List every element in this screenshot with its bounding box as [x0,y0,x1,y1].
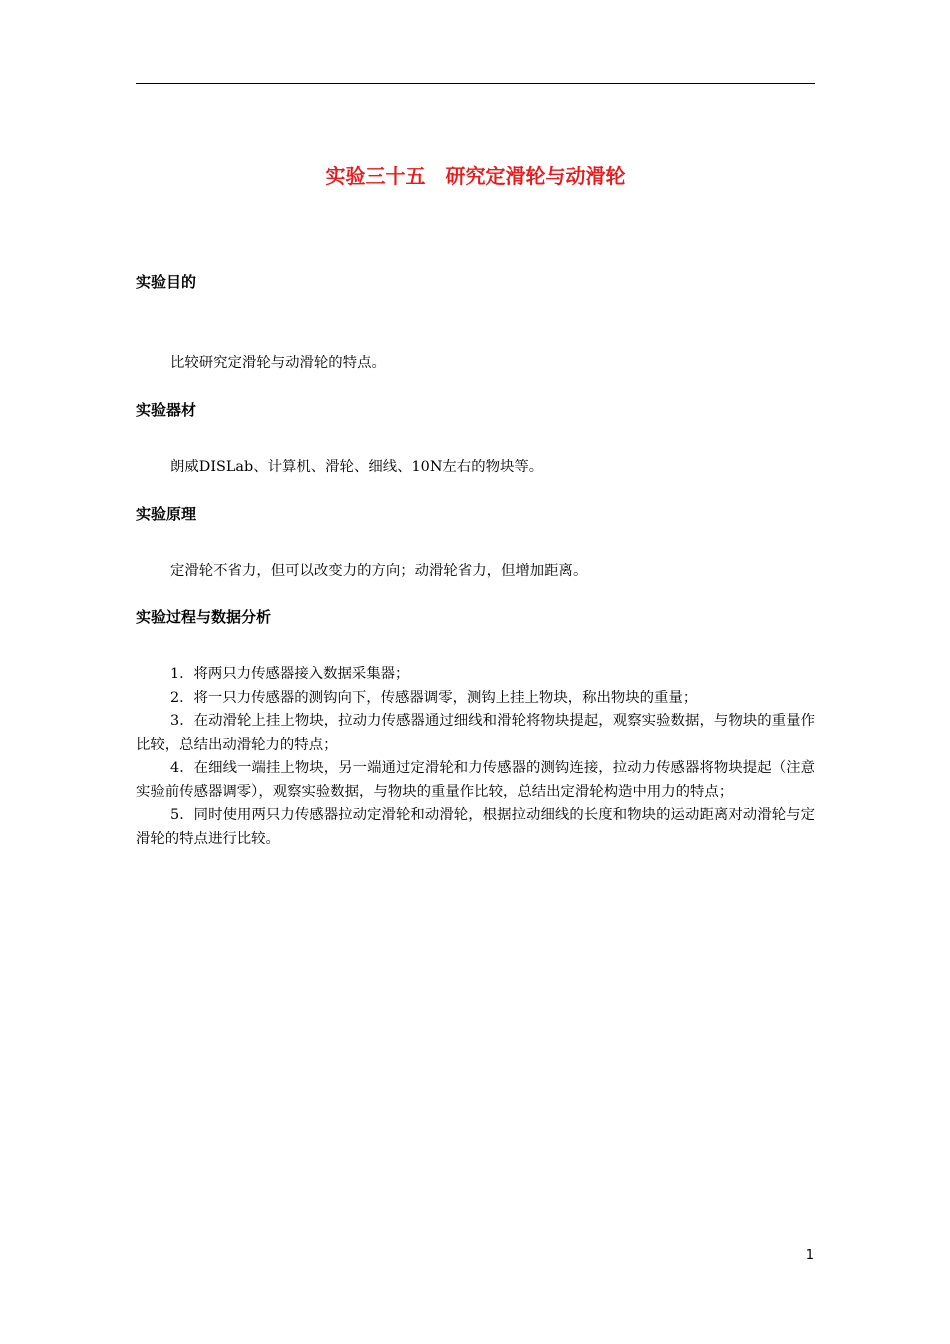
principle-text: 定滑轮不省力，但可以改变力的方向；动滑轮省力，但增加距离。 [170,563,588,579]
header-rule [136,83,815,84]
equipment-text: 朗威DISLab、计算机、滑轮、细线、10N左右的物块等。 [170,459,544,475]
procedure-step-5: 5．同时使用两只力传感器拉动定滑轮和动滑轮，根据拉动细线的长度和物块的运动距离对动滑轮与定滑轮的特点进行比较。 [136,807,815,847]
page-number: 1 [805,1248,814,1263]
heading-purpose: 实验目的 [136,273,197,291]
procedure-steps [136,663,815,851]
procedure-step-4: 4．在细线一端挂上物块，另一端通过定滑轮和力传感器的测钩连接，拉动力传感器将物块提起（注意实验前传感器调零），观察实验数据，与物块的重量作比较，总结出定滑轮构造中用力的特点； [136,760,815,800]
document-title: 实验三十五 研究定滑轮与动滑轮 [325,164,626,188]
procedure-step-1: 1．将两只力传感器接入数据采集器； [170,666,410,682]
heading-principle: 实验原理 [136,505,197,523]
heading-procedure: 实验过程与数据分析 [136,608,272,626]
heading-equipment: 实验器材 [136,401,197,419]
procedure-step-2: 2．将一只力传感器的测钩向下，传感器调零，测钩上挂上物块，称出物块的重量； [170,689,698,706]
purpose-text: 比较研究定滑轮与动滑轮的特点。 [170,355,386,371]
procedure-step-3: 3．在动滑轮上挂上物块，拉动力传感器通过细线和滑轮将物块提起，观察实验数据，与物块的重量作比较，总结出动滑轮力的特点； [136,713,815,753]
